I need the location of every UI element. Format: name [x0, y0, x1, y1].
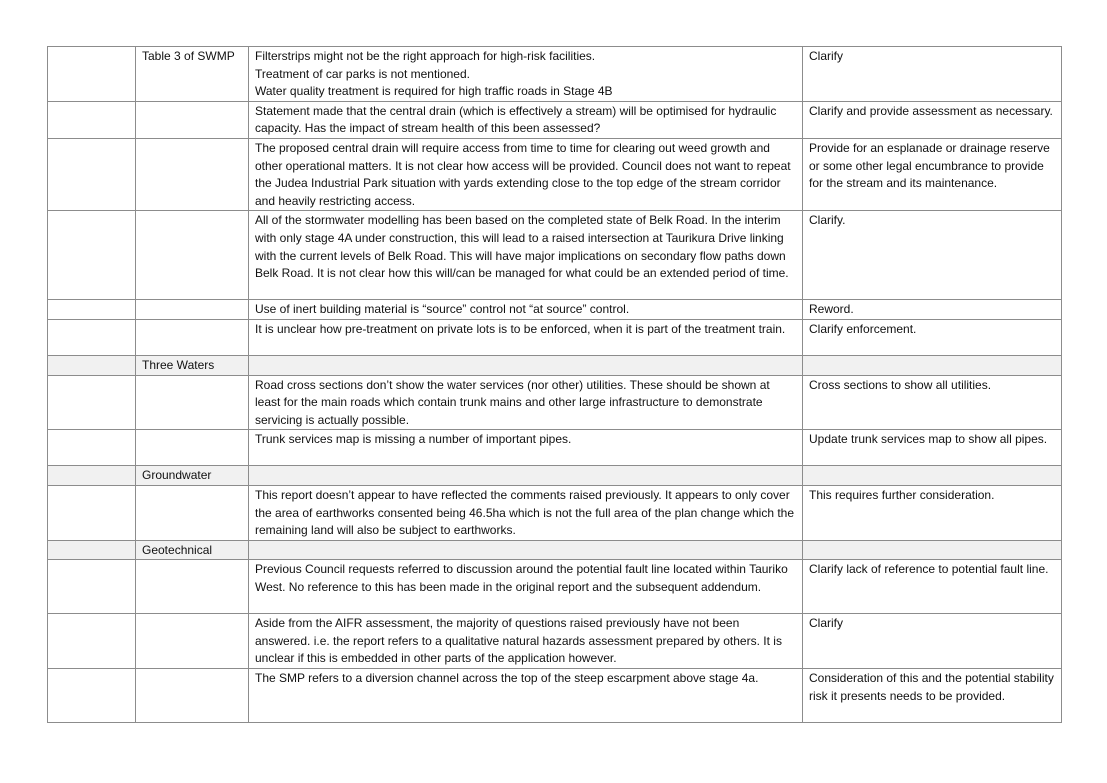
topic-cell	[136, 375, 249, 430]
ref-cell	[48, 138, 136, 210]
comment-line: Aside from the AIFR assessment, the majority of questions raised previously have not been answered. i.e. the report refers to a qualitative natural hazards assessment prepared by others. It is unclear if this is embedded in other parts of the application however.	[255, 616, 782, 666]
table-row	[48, 101, 1062, 138]
table-row	[48, 485, 1062, 540]
comment-line: Trunk services map is missing a number of important pipes.	[255, 432, 572, 447]
section-title: Geotechnical	[136, 540, 249, 560]
table-row	[48, 614, 1062, 669]
table-body	[48, 47, 1062, 723]
comment-cell	[249, 300, 803, 320]
comment-line: Previous Council requests referred to discussion around the potential fault line located within Tauriko West. No reference to this has been made in the original report and the subsequent addendum.	[255, 562, 788, 594]
comment-cell	[249, 614, 803, 669]
topic-cell: Table 3 of SWMP	[136, 47, 249, 102]
section-heading-row	[48, 540, 1062, 560]
section-heading-row	[48, 355, 1062, 375]
comment-cell	[249, 355, 803, 375]
action-cell	[803, 355, 1062, 375]
topic-cell	[136, 669, 249, 723]
table-row	[48, 211, 1062, 300]
review-comments-table	[47, 46, 1062, 723]
ref-cell	[48, 560, 136, 614]
table-row	[48, 430, 1062, 466]
topic-cell	[136, 138, 249, 210]
action-cell: This requires further consideration.	[803, 485, 1062, 540]
comment-line: Filterstrips might not be the right approach for high-risk facilities.	[255, 49, 596, 63]
action-cell: Clarify and provide assessment as necessary.	[803, 101, 1062, 138]
comment-line: The SMP refers to a diversion channel across the top of the steep escarpment above stage 4a.	[255, 671, 759, 686]
topic-cell	[136, 300, 249, 320]
topic-cell	[136, 211, 249, 300]
action-cell: Clarify	[803, 47, 1062, 102]
table-row	[48, 560, 1062, 614]
topic-cell	[136, 485, 249, 540]
ref-cell	[48, 540, 136, 560]
ref-cell	[48, 375, 136, 430]
comment-cell	[249, 560, 803, 614]
action-cell: Clarify	[803, 614, 1062, 669]
table-row	[48, 375, 1062, 430]
table-row	[48, 300, 1062, 320]
comment-cell	[249, 485, 803, 540]
ref-cell	[48, 355, 136, 375]
comment-line: Water quality treatment is required for high traffic roads in Stage 4B	[255, 84, 613, 99]
action-cell: Clarify enforcement.	[803, 319, 1062, 355]
action-cell	[803, 540, 1062, 560]
ref-cell	[48, 669, 136, 723]
action-cell: Cross sections to show all utilities.	[803, 375, 1062, 430]
ref-cell	[48, 211, 136, 300]
table-row	[48, 47, 1062, 102]
topic-cell	[136, 560, 249, 614]
comment-cell	[249, 375, 803, 430]
ref-cell	[48, 430, 136, 466]
topic-cell	[136, 430, 249, 466]
table-row	[48, 138, 1062, 210]
comment-cell	[249, 466, 803, 486]
comment-cell	[249, 540, 803, 560]
action-cell	[803, 466, 1062, 486]
topic-cell	[136, 614, 249, 669]
comment-line: Use of inert building material is “source” control not “at source” control.	[255, 302, 630, 317]
action-cell: Clarify lack of reference to potential fault line.	[803, 560, 1062, 614]
section-title: Three Waters	[136, 355, 249, 375]
table-row	[48, 669, 1062, 723]
ref-cell	[48, 300, 136, 320]
ref-cell	[48, 47, 136, 102]
topic-cell	[136, 101, 249, 138]
ref-cell	[48, 614, 136, 669]
section-title: Groundwater	[136, 466, 249, 486]
comment-cell	[249, 430, 803, 466]
ref-cell	[48, 466, 136, 486]
topic-cell	[136, 319, 249, 355]
comment-cell	[249, 47, 803, 102]
comment-line: Road cross sections don’t show the water services (nor other) utilities. These should be shown at least for the main roads which contain trunk mains and other large infrastructure to demonstrate servicing is actually possible.	[255, 377, 770, 427]
comment-line: The proposed central drain will require access from time to time for clearing out weed growth and other operational matters. It is not clear how access will be provided. Council does not want to repeat the Judea Industrial Park situation with yards extending close to the top edge of the stream corridor and heavily restricting access.	[255, 140, 791, 208]
comment-line: Statement made that the central drain (which is effectively a stream) will be optimised for hydraulic capacity. Has the impact of stream health of this been assessed?	[255, 103, 777, 136]
action-cell: Clarify.	[803, 211, 1062, 300]
comment-cell	[249, 101, 803, 138]
action-cell: Provide for an esplanade or drainage reserve or some other legal encumbrance to provide for the stream and its maintenance.	[803, 138, 1062, 210]
comment-line: Treatment of car parks is not mentioned.	[255, 66, 470, 81]
action-cell: Update trunk services map to show all pipes.	[803, 430, 1062, 466]
action-cell: Consideration of this and the potential stability risk it presents needs to be provided.	[803, 669, 1062, 723]
section-heading-row	[48, 466, 1062, 486]
ref-cell	[48, 319, 136, 355]
comment-cell	[249, 211, 803, 300]
ref-cell	[48, 485, 136, 540]
table-row	[48, 319, 1062, 355]
comment-line: All of the stormwater modelling has been based on the completed state of Belk Road. In the interim with only stage 4A under construction, this will lead to a raised intersection at Taurikura Drive linking with the current levels of Belk Road. This will have major implications on secondary flow paths down Belk Road. It is not clear how this will/can be managed for what could be an extended period of time.	[255, 213, 789, 281]
action-cell: Reword.	[803, 300, 1062, 320]
comment-line: This report doesn’t appear to have reflected the comments raised previously. It appears to only cover the area of earthworks consented being 46.5ha which is not the full area of the plan change which the remaining land will also be subject to earthworks.	[255, 487, 795, 538]
comment-cell	[249, 138, 803, 210]
comment-line: It is unclear how pre-treatment on private lots is to be enforced, when it is part of the treatment train.	[255, 321, 786, 336]
comment-cell	[249, 319, 803, 355]
comment-cell	[249, 669, 803, 723]
ref-cell	[48, 101, 136, 138]
